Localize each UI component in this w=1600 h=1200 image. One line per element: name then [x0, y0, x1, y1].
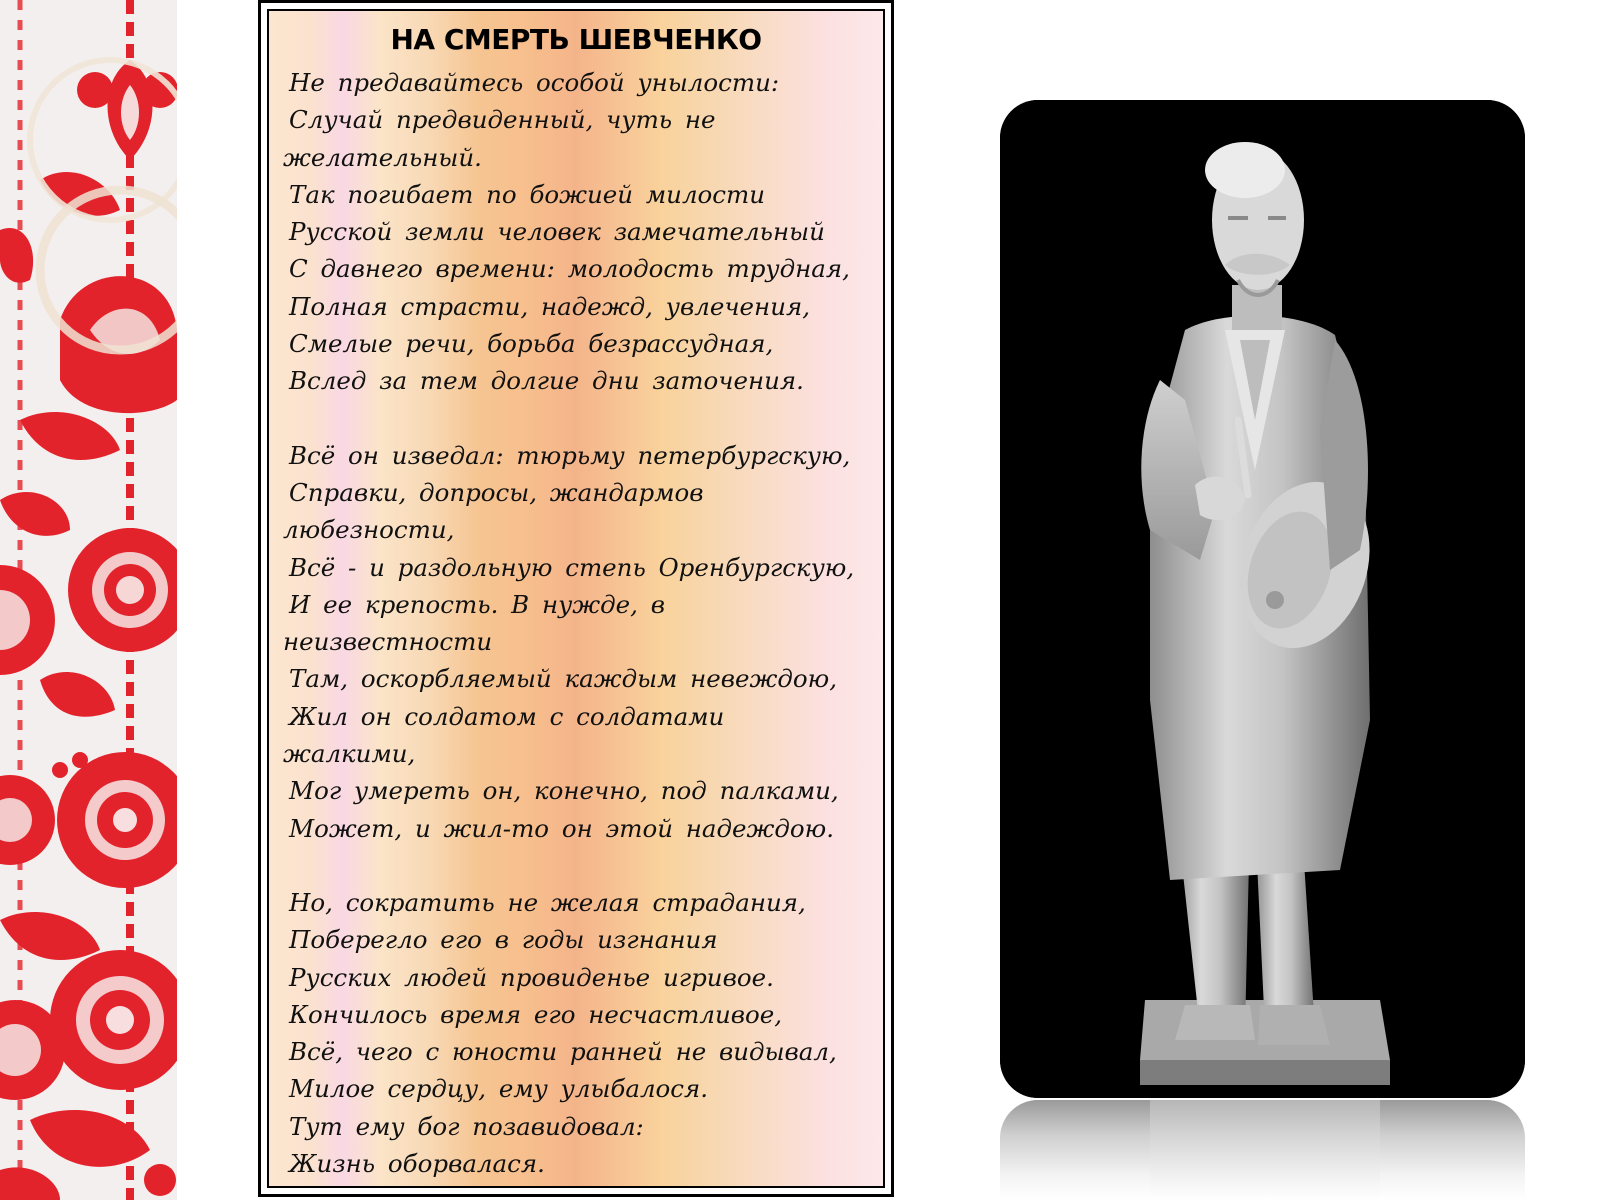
poem-line: Но, сократить не желая страдания,: [289, 887, 806, 917]
poem-line: Так погибает по божией милости: [289, 179, 766, 209]
statue-photo: [1000, 100, 1525, 1098]
poem-stanza-2: [283, 437, 883, 847]
poem-line: любезности,: [283, 515, 455, 545]
poem-panel-inner: [267, 9, 885, 1188]
poem-line: Русской земли человек замечательный: [289, 217, 825, 247]
poem-line: желательный.: [283, 142, 482, 172]
poem-line: Полная страсти, надежд, увлечения,: [289, 291, 810, 321]
embroidery-decoration: [0, 0, 177, 1200]
poem-line: Всё, чего с юности ранней не видывал,: [289, 1037, 837, 1067]
poem-line: Всё он изведал: тюрьму петербургскую,: [289, 440, 851, 470]
poem-line: Вслед за тем долгие дни заточения.: [289, 366, 804, 396]
poem-stanza-1: [283, 64, 883, 400]
poem-line: Милое сердцу, ему улыбалося.: [289, 1074, 709, 1104]
poem-line: Кончилось время его несчастливое,: [289, 999, 783, 1029]
poem-line: Может, и жил-то он этой надеждою.: [289, 813, 835, 843]
poem-line: Жизнь оборвалася.: [289, 1149, 545, 1179]
poem-title: НА СМЕРТЬ ШЕВЧЕНКО: [390, 23, 762, 56]
poem-line: неизвестности: [283, 627, 493, 657]
poem-line: Жил он солдатом с солдатами: [289, 701, 725, 731]
poem-line: Справки, допросы, жандармов: [289, 477, 704, 507]
poem-line: С давнего времени: молодость трудная,: [289, 254, 850, 284]
poem-line: Смелые речи, борьба безрассудная,: [289, 329, 774, 359]
poem-line: Всё - и раздольную степь Оренбургскую,: [289, 552, 855, 582]
embroidery-pattern-icon: [0, 0, 177, 1200]
poem-line: Не предавайтесь особой унылости:: [289, 68, 780, 97]
poem-line: Там, оскорбляемый каждым невеждою,: [289, 664, 838, 694]
poem-line: Поберегло его в годы изгнания: [289, 925, 718, 955]
poem-line: Тут ему бог позавидовал:: [289, 1111, 644, 1141]
reflection-ghost: [1150, 1100, 1380, 1200]
poem-line: Случай предвиденный, чуть не: [289, 105, 716, 135]
poem-line: жалкими,: [283, 739, 416, 769]
poem-stanza-3: [283, 884, 883, 1182]
poem-line: И ее крепость. В нужде, в: [289, 589, 666, 619]
statue-photo-reflection: [1000, 1100, 1525, 1200]
poem-line: Мог умереть он, конечно, под палками,: [289, 776, 839, 806]
statue-image-icon: [1000, 100, 1525, 1098]
poem-panel: [258, 0, 894, 1197]
poem-line: Русских людей провиденье игривое.: [289, 962, 774, 992]
poem-body: [283, 64, 883, 1182]
